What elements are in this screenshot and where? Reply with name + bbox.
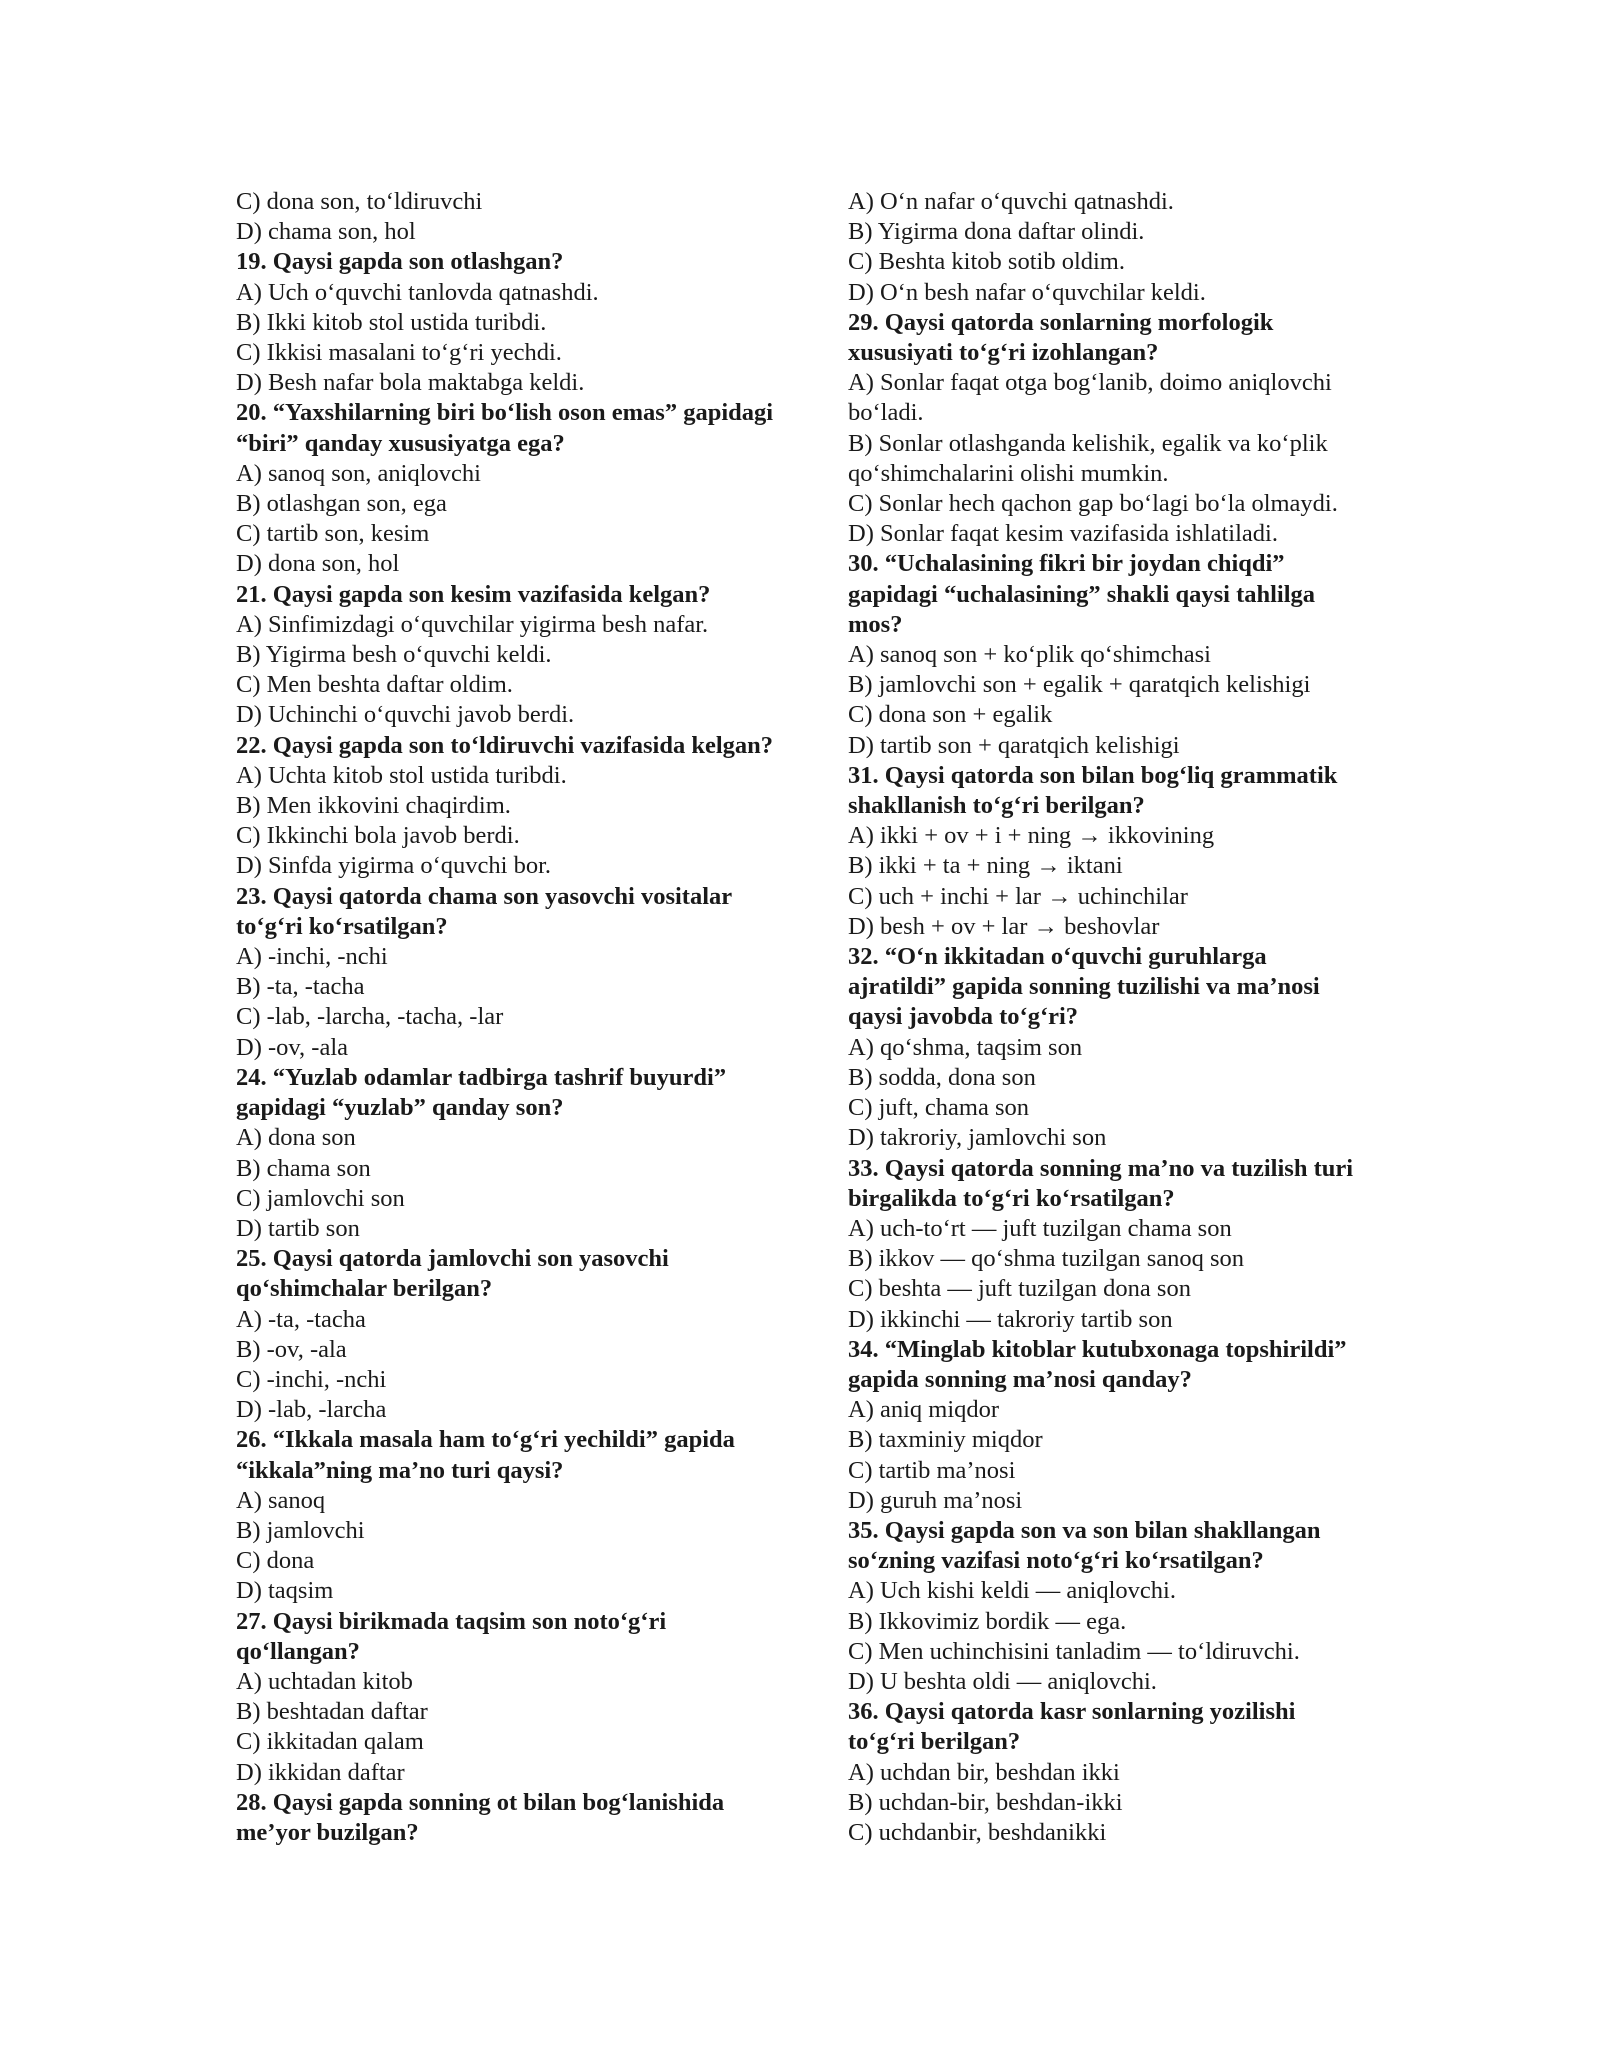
answer-option: C) uchdanbir, beshdanikki	[848, 1818, 1107, 1846]
answer-option: B) beshtadan daftar	[236, 1698, 428, 1726]
answer-option: A) uchtadan kitob	[236, 1667, 413, 1695]
answer-option: C) dona son, to‘ldiruvchi	[236, 188, 483, 215]
question-text: 32. “O‘n ikkitadan o‘quvchi guruhlarga ajratildi” gapida sonning tuzilishi va ma’nosi qaysi javobda to‘g‘ri?	[848, 943, 1320, 1031]
answer-option: A) dona son	[236, 1124, 356, 1152]
answer-option: A) sanoq	[236, 1486, 326, 1514]
question-text: 25. Qaysi qatorda jamlovchi son yasovchi qo‘shimchalar berilgan?	[236, 1245, 669, 1303]
answer-option: B) jamlovchi son + egalik + qaratqich kelishigi	[848, 671, 1311, 699]
answer-option: C) Men uchinchisini tanladim — to‘ldiruvchi.	[848, 1637, 1300, 1665]
answer-option: A) -inchi, -nchi	[236, 943, 388, 971]
question-text: 28. Qaysi gapda sonning ot bilan bog‘lanishida me’yor buzilgan?	[236, 1788, 725, 1846]
answer-option: C) Sonlar hech qachon gap bo‘lagi bo‘la olmaydi.	[848, 490, 1338, 518]
answer-option: B) uchdan-bir, beshdan-ikki	[848, 1788, 1123, 1816]
answer-option: A) Sonlar faqat otga bog‘lanib, doimo aniqlovchi bo‘ladi.	[848, 369, 1332, 427]
question-text: 21. Qaysi gapda son kesim vazifasida kelgan?	[236, 580, 711, 608]
answer-option: D) dona son, hol	[236, 550, 400, 578]
answer-option: D) guruh ma’nosi	[848, 1486, 1023, 1514]
answer-option: B) -ta, -tacha	[236, 973, 365, 1001]
answer-option: C) -lab, -larcha, -tacha, -lar	[236, 1003, 504, 1031]
answer-option: B) sodda, dona son	[848, 1063, 1036, 1091]
answer-option: D) tartib son	[236, 1214, 360, 1242]
answer-option: B) Men ikkovini chaqirdim.	[236, 792, 511, 820]
question-text: 23. Qaysi qatorda chama son yasovchi vositalar to‘g‘ri ko‘rsatilgan?	[236, 882, 732, 940]
answer-option: A) Uch kishi keldi — aniqlovchi.	[848, 1577, 1176, 1605]
answer-option: C) juft, chama son	[848, 1094, 1029, 1122]
answer-option: D) ikkinchi — takroriy tartib son	[848, 1305, 1173, 1333]
answer-option: C) uch + inchi + lar → uchinchilar	[848, 882, 1188, 910]
question-text: 36. Qaysi qatorda kasr sonlarning yozilishi to‘g‘ri berilgan?	[848, 1698, 1296, 1756]
answer-option: A) O‘n nafar o‘quvchi qatnashdi.	[848, 188, 1174, 215]
answer-option: B) ikki + ta + ning → iktani	[848, 852, 1123, 880]
answer-option: A) Sinfimizdagi o‘quvchilar yigirma besh nafar.	[236, 610, 709, 638]
answer-option: C) dona	[236, 1547, 315, 1575]
question-text: 33. Qaysi qatorda sonning ma’no va tuzilish turi birgalikda to‘g‘ri ko‘rsatilgan?	[848, 1154, 1354, 1212]
answer-option: C) beshta — juft tuzilgan dona son	[848, 1275, 1191, 1303]
answer-option: A) ikki + ov + i + ning → ikkovining	[848, 822, 1215, 850]
question-text: 24. “Yuzlab odamlar tadbirga tashrif buyurdi” gapidagi “yuzlab” qanday son?	[236, 1063, 727, 1122]
answer-option: D) U beshta oldi — aniqlovchi.	[848, 1667, 1157, 1695]
left-column	[236, 187, 796, 1848]
answer-option: B) Ikki kitob stol ustida turibdi.	[236, 308, 547, 336]
answer-option: C) jamlovchi son	[236, 1184, 405, 1212]
question-text: 31. Qaysi qatorda son bilan bog‘liq grammatik shakllanish to‘g‘ri berilgan?	[848, 761, 1338, 820]
answer-option: C) Beshta kitob sotib oldim.	[848, 248, 1125, 276]
answer-option: A) -ta, -tacha	[236, 1305, 366, 1333]
question-text: 34. “Minglab kitoblar kutubxonaga topshirildi” gapida sonning ma’nosi qanday?	[848, 1335, 1347, 1393]
answer-option: D) Sonlar faqat kesim vazifasida ishlatiladi.	[848, 520, 1278, 548]
right-column	[848, 187, 1368, 1848]
answer-option: D) takroriy, jamlovchi son	[848, 1124, 1107, 1152]
question-text: 22. Qaysi gapda son to‘ldiruvchi vazifasida kelgan?	[236, 731, 774, 759]
answer-option: A) Uchta kitob stol ustida turibdi.	[236, 761, 567, 789]
answer-option: B) chama son	[236, 1154, 371, 1182]
answer-option: B) Ikkovimiz bordik — ega.	[848, 1607, 1127, 1635]
answer-option: C) dona son + egalik	[848, 701, 1053, 729]
answer-option: D) tartib son + qaratqich kelishigi	[848, 731, 1180, 759]
answer-option: B) ikkov — qo‘shma tuzilgan sanoq son	[848, 1245, 1245, 1273]
answer-option: C) -inchi, -nchi	[236, 1365, 387, 1393]
answer-option: D) taqsim	[236, 1577, 334, 1605]
answer-option: B) jamlovchi	[236, 1516, 365, 1544]
answer-option: B) taxminiy miqdor	[848, 1426, 1043, 1454]
question-text: 19. Qaysi gapda son otlashgan?	[236, 248, 564, 276]
answer-option: C) Ikkinchi bola javob berdi.	[236, 822, 520, 850]
answer-option: D) ikkidan daftar	[236, 1758, 405, 1786]
answer-option: D) -lab, -larcha	[236, 1396, 387, 1424]
answer-option: B) Yigirma besh o‘quvchi keldi.	[236, 641, 552, 669]
answer-option: A) sanoq son + ko‘plik qo‘shimchasi	[848, 641, 1211, 669]
question-text: 26. “Ikkala masala ham to‘g‘ri yechildi” gapida “ikkala”ning ma’no turi qaysi?	[236, 1426, 735, 1484]
question-text: 30. “Uchalasining fikri bir joydan chiqdi” gapidagi “uchalasining” shakli qaysi tahlilga mos?	[848, 550, 1316, 638]
answer-option: A) uchdan bir, beshdan ikki	[848, 1758, 1120, 1786]
answer-option: B) -ov, -ala	[236, 1335, 347, 1363]
answer-option: A) sanoq son, aniqlovchi	[236, 459, 481, 487]
answer-option: C) Men beshta daftar oldim.	[236, 671, 513, 699]
answer-option: B) Sonlar otlashganda kelishik, egalik va ko‘plik qo‘shimchalarini olishi mumkin.	[848, 429, 1328, 487]
answer-option: A) qo‘shma, taqsim son	[848, 1033, 1083, 1061]
question-text: 29. Qaysi qatorda sonlarning morfologik xususiyati to‘g‘ri izohlangan?	[848, 308, 1274, 367]
answer-option: C) Ikkisi masalani to‘g‘ri yechdi.	[236, 339, 562, 367]
answer-option: C) tartib son, kesim	[236, 520, 430, 548]
question-text: 27. Qaysi birikmada taqsim son noto‘g‘ri qo‘llangan?	[236, 1607, 667, 1665]
question-text: 35. Qaysi gapda son va son bilan shakllangan so‘zning vazifasi noto‘g‘ri ko‘rsatilgan?	[848, 1516, 1321, 1575]
answer-option: D) O‘n besh nafar o‘quvchilar keldi.	[848, 278, 1206, 306]
answer-option: D) chama son, hol	[236, 218, 416, 246]
answer-option: B) otlashgan son, ega	[236, 490, 447, 518]
answer-option: C) ikkitadan qalam	[236, 1728, 424, 1756]
answer-option: A) aniq miqdor	[848, 1396, 1000, 1424]
question-text: 20. “Yaxshilarning biri bo‘lish oson emas” gapidagi “biri” qanday xususiyatga ega?	[236, 399, 774, 457]
answer-option: C) tartib ma’nosi	[848, 1456, 1016, 1484]
answer-option: D) Besh nafar bola maktabga keldi.	[236, 369, 585, 397]
answer-option: D) Sinfda yigirma o‘quvchi bor.	[236, 852, 552, 880]
answer-option: D) Uchinchi o‘quvchi javob berdi.	[236, 701, 575, 729]
answer-option: A) uch-to‘rt — juft tuzilgan chama son	[848, 1214, 1232, 1242]
answer-option: D) -ov, -ala	[236, 1033, 349, 1061]
answer-option: D) besh + ov + lar → beshovlar	[848, 912, 1160, 940]
answer-option: A) Uch o‘quvchi tanlovda qatnashdi.	[236, 278, 599, 306]
answer-option: B) Yigirma dona daftar olindi.	[848, 218, 1145, 246]
